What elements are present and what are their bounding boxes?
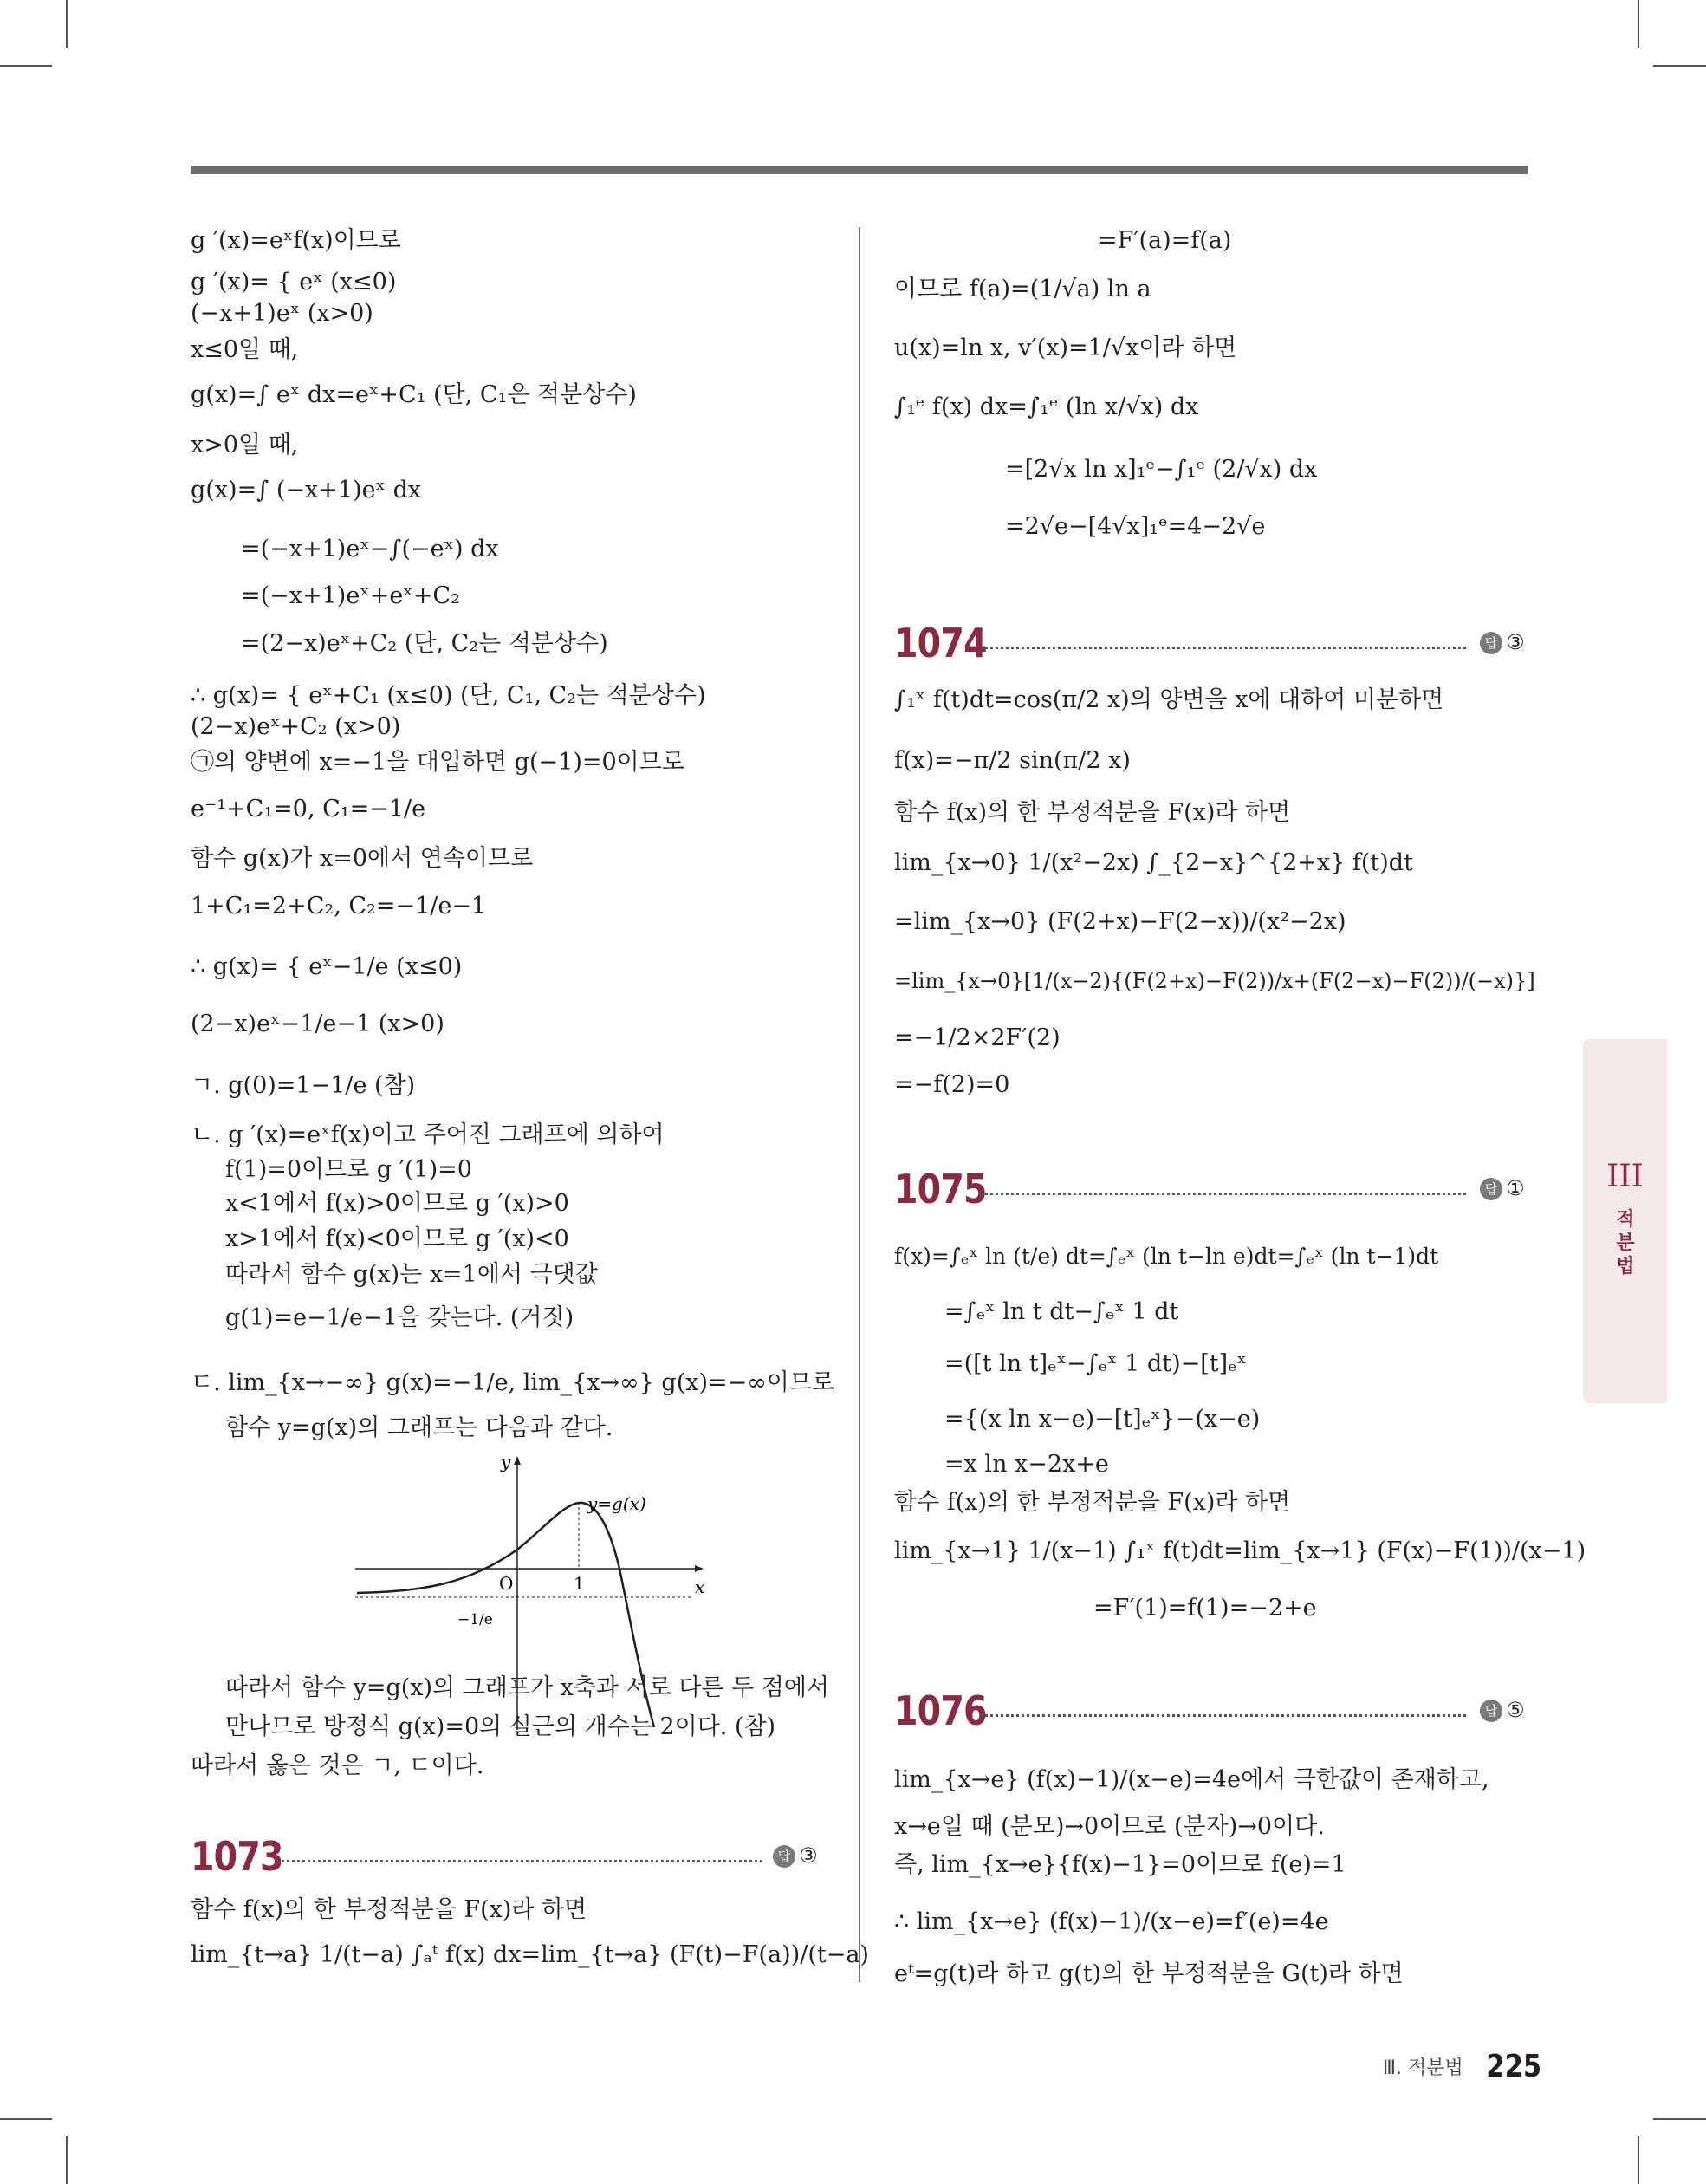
solution-line: ㄷ. lim_{x→−∞} g(x)=−1/e, lim_{x→∞} g(x)=−∞이므로 [191, 1369, 834, 1396]
solution-line: x>1에서 f(x)<0이므로 g ′(x)<0 [225, 1225, 569, 1252]
problem-header-1075 [894, 1161, 1527, 1217]
answer: 답 ③ [773, 1841, 818, 1870]
solution-line: (2−x)eˣ+C₂ (x>0) [191, 713, 401, 740]
solution-line: lim_{t→a} 1/(t−a) ∫ₐᵗ f(x) dx=lim_{t→a} (F(t)−F(a))/(t−a) [191, 1941, 869, 1968]
answer-badge-icon: 답 [773, 1845, 795, 1868]
solution-line: 따라서 함수 g(x)는 x=1에서 극댓값 [225, 1261, 598, 1288]
solution-line: =(−x+1)eˣ+eˣ+C₂ [241, 582, 460, 609]
answer: 답 ⑤ [1480, 1695, 1525, 1725]
solution-line: ∴ lim_{x→e} (f(x)−1)/(x−e)=f′(e)=4e [894, 1908, 1329, 1935]
dotted-leader [277, 1860, 762, 1862]
crop-mark [1638, 0, 1639, 48]
page-footer [1383, 2049, 1541, 2084]
solution-line: ㉠의 양변에 x=−1을 대입하면 g(−1)=0이므로 [191, 749, 684, 776]
solution-line: =2√e−[4√x]₁ᵉ=4−2√e [1005, 513, 1266, 540]
answer-badge-icon: 답 [1480, 1700, 1502, 1722]
solution-line: ㄴ. g ′(x)=eˣf(x)이고 주어진 그래프에 의하여 [191, 1121, 665, 1148]
solution-line: g(1)=e−1/e−1을 갖는다. (거짓) [225, 1304, 574, 1331]
solution-line: =−f(2)=0 [894, 1071, 1010, 1098]
crop-mark [1638, 2136, 1639, 2184]
solution-line: ∫₁ˣ f(t)dt=cos(π/2 x)의 양변을 x에 대하여 미분하면 [894, 686, 1444, 713]
problem-header-1076 [894, 1683, 1527, 1739]
solution-line: =F′(1)=f(1)=−2+e [1093, 1595, 1317, 1622]
solution-line: g(x)=∫ (−x+1)eˣ dx [191, 477, 422, 504]
chapter-label: 적분법 [1616, 1209, 1635, 1277]
solution-line: 따라서 함수 y=g(x)의 그래프가 x축과 서로 다른 두 점에서 [225, 1674, 829, 1701]
solution-line: 함수 f(x)의 한 부정적분을 F(x)라 하면 [191, 1896, 587, 1923]
y-tick-label: −1/e [457, 1611, 493, 1628]
solution-line: 함수 g(x)가 x=0에서 연속이므로 [191, 845, 534, 872]
y-axis-arrow [514, 1456, 521, 1465]
solution-line: ㄱ. g(0)=1−1/e (참) [191, 1072, 416, 1099]
dotted-leader [981, 1193, 1466, 1195]
solution-line: =[2√x ln x]₁ᵉ−∫₁ᵉ (2/√x) dx [1005, 456, 1318, 483]
solution-line: 1+C₁=2+C₂, C₂=−1/e−1 [191, 893, 487, 920]
crop-mark [66, 0, 68, 48]
origin-label: O [499, 1573, 514, 1594]
solution-line: (−x+1)eˣ (x>0) [191, 300, 373, 327]
solution-line: lim_{x→0} 1/(x²−2x) ∫_{2−x}^{2+x} f(t)dt [894, 849, 1413, 876]
problem-number: 1075 [894, 1166, 987, 1212]
solution-line: 이므로 f(a)=(1/√a) ln a [894, 276, 1151, 302]
problem-header-1074 [894, 615, 1527, 671]
column-divider [859, 227, 860, 1982]
problem-number: 1074 [894, 620, 987, 666]
solution-line: f(x)=∫ₑˣ ln (t/e) dt=∫ₑˣ (ln t−ln e)dt=∫ₑˣ (ln t−1)dt [894, 1244, 1439, 1269]
solution-line: f(1)=0이므로 g ′(1)=0 [225, 1156, 472, 1183]
crop-mark [1653, 65, 1706, 67]
footer-chapter: Ⅲ. 적분법 [1382, 2057, 1463, 2079]
crop-mark [66, 2136, 68, 2184]
solution-line: 즉, lim_{x→e}{f(x)−1}=0이므로 f(e)=1 [894, 1851, 1346, 1878]
crop-mark [1653, 2118, 1706, 2120]
solution-line: g ′(x)= { eˣ (x≤0) [191, 269, 397, 296]
solution-line: lim_{x→1} 1/(x−1) ∫₁ˣ f(t)dt=lim_{x→1} (F(x)−F(1))/(x−1) [894, 1537, 1586, 1564]
answer-badge-icon: 답 [1480, 632, 1502, 654]
answer-badge-icon: 답 [1480, 1178, 1502, 1200]
x-axis-arrow [695, 1565, 704, 1572]
chapter-side-tab [1583, 1039, 1667, 1403]
solution-line: ∫₁ᵉ f(x) dx=∫₁ᵉ (ln x/√x) dx [894, 393, 1199, 420]
problem-header-1073 [191, 1829, 832, 1884]
chapter-number: III [1606, 1159, 1644, 1194]
solution-line: e⁻¹+C₁=0, C₁=−1/e [191, 796, 426, 822]
solution-line: lim_{x→e} (f(x)−1)/(x−e)=4e에서 극한값이 존재하고, [894, 1766, 1489, 1793]
x-tick-label: 1 [574, 1573, 585, 1594]
solution-line: u(x)=ln x, v′(x)=1/√x이라 하면 [894, 335, 1237, 361]
problem-number: 1076 [894, 1687, 987, 1734]
solution-line: 함수 f(x)의 한 부정적분을 F(x)라 하면 [894, 1489, 1291, 1516]
solution-line: =F′(a)=f(a) [1098, 227, 1232, 254]
y-axis-label: y [501, 1454, 511, 1472]
problem-number: 1073 [191, 1833, 283, 1880]
solution-line: g ′(x)=eˣf(x)이므로 [191, 227, 401, 254]
solution-line: ={(x ln x−e)−[t]ₑˣ}−(x−e) [944, 1406, 1261, 1433]
dotted-leader [981, 647, 1466, 649]
solution-line: =([t ln t]ₑˣ−∫ₑˣ 1 dt)−[t]ₑˣ [944, 1350, 1248, 1377]
solution-line: =lim_{x→0} (F(2+x)−F(2−x))/(x²−2x) [894, 908, 1346, 935]
solution-line: x>0일 때, [191, 432, 299, 458]
solution-line: =(2−x)eˣ+C₂ (단, C₂는 적분상수) [241, 630, 608, 657]
answer: 답 ① [1480, 1173, 1525, 1203]
solution-line: =x ln x−2x+e [944, 1451, 1109, 1478]
dotted-leader [981, 1714, 1466, 1717]
page-number: 225 [1486, 2049, 1541, 2084]
solution-line: x<1에서 f(x)>0이므로 g ′(x)>0 [225, 1190, 569, 1217]
solution-line: 따라서 옳은 것은 ㄱ, ㄷ이다. [191, 1752, 484, 1779]
crop-mark [0, 65, 52, 67]
curve-label: y=g(x) [587, 1493, 646, 1514]
solution-line: x→e일 때 (분모)→0이므로 (분자)→0이다. [894, 1813, 1325, 1840]
top-rule [191, 166, 1528, 174]
x-axis-label: x [695, 1576, 705, 1597]
solution-line: =(−x+1)eˣ−∫(−eˣ) dx [241, 536, 499, 562]
solution-line: =−1/2×2F′(2) [894, 1024, 1061, 1051]
solution-line: f(x)=−π/2 sin(π/2 x) [894, 747, 1131, 774]
solution-line: =lim_{x→0}[1/(x−2){(F(2+x)−F(2))/x+(F(2−x)−F(2))/(−x)}] [894, 969, 1535, 993]
solution-line: ∴ g(x)= { eˣ−1/e (x≤0) [191, 953, 463, 980]
answer: 답 ③ [1480, 627, 1525, 657]
solution-line: g(x)=∫ eˣ dx=eˣ+C₁ (단, C₁은 적분상수) [191, 381, 637, 408]
solution-line: (2−x)eˣ−1/e−1 (x>0) [191, 1011, 444, 1037]
solution-line: x≤0일 때, [191, 336, 299, 363]
solution-line: eᵗ=g(t)라 하고 g(t)의 한 부정적분을 G(t)라 하면 [894, 1960, 1404, 1987]
solution-line: 함수 y=g(x)의 그래프는 다음과 같다. [225, 1414, 613, 1441]
solution-line: =∫ₑˣ ln t dt−∫ₑˣ 1 dt [944, 1298, 1179, 1325]
crop-mark [0, 2118, 52, 2120]
solution-line: ∴ g(x)= { eˣ+C₁ (x≤0) (단, C₁, C₂는 적분상수) [191, 682, 706, 709]
solution-line: 함수 f(x)의 한 부정적분을 F(x)라 하면 [894, 799, 1291, 826]
solution-line: 만나므로 방정식 g(x)=0의 실근의 개수는 2이다. (참) [225, 1713, 776, 1740]
